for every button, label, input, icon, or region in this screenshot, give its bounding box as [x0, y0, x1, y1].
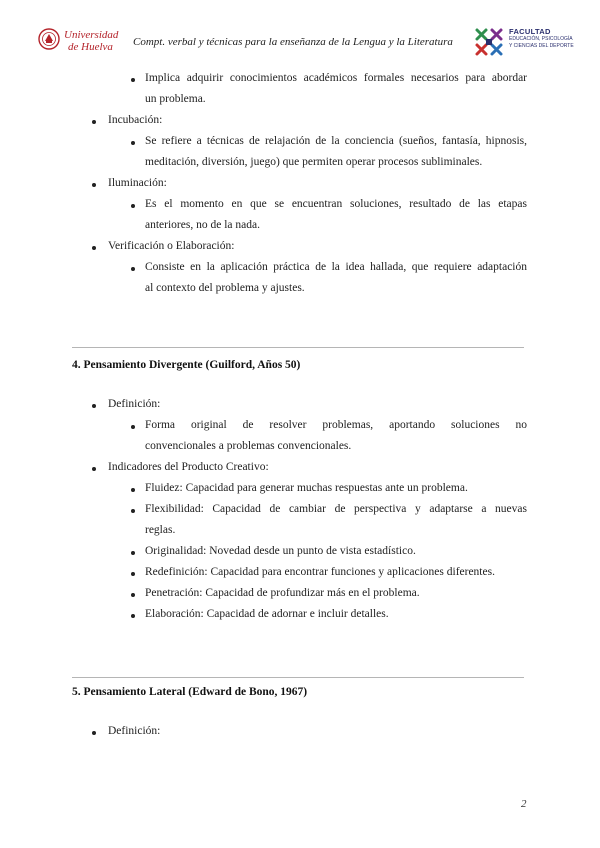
faculty-name [509, 27, 574, 49]
indicador-elaboracion: Elaboración: Capacidad de adornar e incluir detalles. [145, 608, 389, 620]
university-seal-icon [38, 28, 60, 50]
indicador-flexibilidad-line1: Flexibilidad: Capacidad de cambiar de perspectiva y adaptarse a nuevas [145, 503, 527, 515]
university-name-line1: Universidad [64, 29, 119, 41]
bullet-icon [131, 551, 135, 555]
faculty-name-line2: EDUCACIÓN, PSICOLOGÍA [509, 36, 573, 42]
verificacion-label: Verificación o Elaboración: [108, 240, 235, 252]
indicador-originalidad: Originalidad: Novedad desde un punto de vista estadístico. [145, 545, 416, 557]
section4-definicion-label: Definición: [108, 398, 161, 410]
page-number: 2 [521, 798, 527, 810]
university-name-line2: de Huelva [68, 41, 113, 53]
bullet-icon [92, 183, 96, 187]
verificacion-detail-line1: Consiste en la aplicación práctica de la idea hallada, que requiere adaptación [145, 261, 527, 273]
bullet-icon [92, 246, 96, 250]
page-header [0, 0, 600, 75]
section5-heading: 5. Pensamiento Lateral (Edward de Bono, 1967) [72, 686, 308, 698]
bullet-icon [131, 78, 135, 82]
verificacion-detail-line2: al contexto del problema y ajustes. [145, 282, 305, 294]
university-name [64, 29, 118, 53]
bullet-icon [92, 404, 96, 408]
iluminacion-detail-line1: Es el momento en que se encuentran soluciones, resultado de las etapas [145, 198, 527, 210]
indicador-fluidez: Fluidez: Capacidad para generar muchas respuestas ante un problema. [145, 482, 468, 494]
section4-definicion-line1: Forma original de resolver problemas, aportando soluciones no [145, 419, 527, 431]
incubacion-detail-line2: meditación, diversión, juego) que permiten operar procesos subliminales. [145, 156, 483, 168]
preparacion-detail-line1: Implica adquirir conocimientos académicos formales necesarios para abordar [145, 72, 527, 84]
indicador-redefinicion: Redefinición: Capacidad para encontrar funciones y aplicaciones diferentes. [145, 566, 495, 578]
faculty-name-line1: FACULTAD [509, 27, 551, 36]
header-course-title: Compt. verbal y técnicas para la enseñanza de la Lengua y la Literatura [133, 36, 453, 48]
incubacion-label: Incubación: [108, 114, 163, 126]
bullet-icon [131, 488, 135, 492]
university-logo [38, 28, 119, 56]
section4-definicion-line2: convencionales a problemas convencionales. [145, 440, 352, 452]
section-divider [72, 347, 524, 348]
preparacion-detail-line2: un problema. [145, 93, 206, 105]
indicador-flexibilidad-line2: reglas. [145, 524, 176, 536]
iluminacion-detail-line2: anteriores, no de la nada. [145, 219, 260, 231]
section4-heading: 4. Pensamiento Divergente (Guilford, Años 50) [72, 359, 301, 371]
incubacion-detail-line1: Se refiere a técnicas de relajación de la conciencia (sueños, fantasía, hipnosis, [145, 135, 527, 147]
faculty-name-line3: Y CIENCIAS DEL DEPORTE [509, 42, 574, 49]
section-divider [72, 677, 524, 678]
bullet-icon [92, 467, 96, 471]
section5-definicion-label: Definición: [108, 725, 161, 737]
faculty-logo [472, 25, 584, 59]
bullet-icon [131, 509, 135, 513]
iluminacion-label: Iluminación: [108, 177, 167, 189]
bullet-icon [92, 731, 96, 735]
bullet-icon [131, 425, 135, 429]
bullet-icon [131, 593, 135, 597]
indicador-penetracion: Penetración: Capacidad de profundizar más en el problema. [145, 587, 420, 599]
bullet-icon [131, 141, 135, 145]
faculty-emblem-icon [472, 25, 506, 59]
bullet-icon [131, 614, 135, 618]
bullet-icon [131, 204, 135, 208]
bullet-icon [131, 267, 135, 271]
section4-indicadores-label: Indicadores del Producto Creativo: [108, 461, 269, 473]
bullet-icon [92, 120, 96, 124]
bullet-icon [131, 572, 135, 576]
